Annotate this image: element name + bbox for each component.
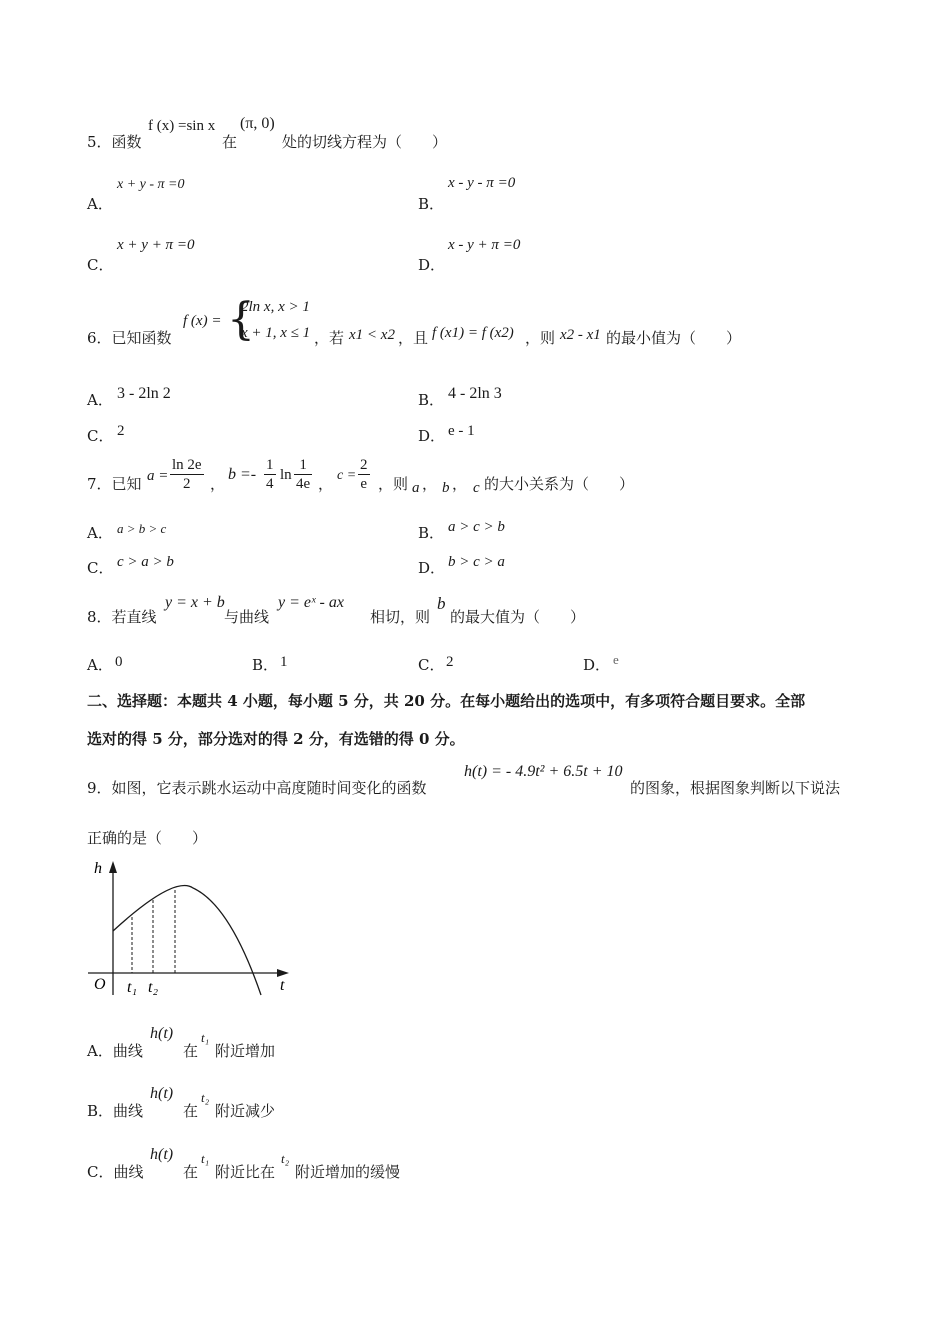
q6-option-d[interactable]: e - 1 xyxy=(448,423,475,439)
q7-a-numerator: ln 2e xyxy=(172,457,202,473)
q8-line: y = x + b xyxy=(165,594,225,611)
q5-option-d[interactable]: x - y + π =0 xyxy=(448,237,521,253)
q7-sep-2: ， xyxy=(318,475,334,493)
q7-b-ln: ln xyxy=(280,467,292,483)
q6-equation: f (x1) = f (x2) xyxy=(432,325,514,341)
q6-cond-2: ，且 xyxy=(398,329,429,347)
q7-b-numerator-2: 1 xyxy=(294,456,312,475)
q5-option-c-label: C． xyxy=(87,256,114,274)
q7-sep-3: ， xyxy=(422,475,438,493)
q8-mid: 与曲线 xyxy=(224,608,270,626)
q7-var-b: b xyxy=(442,480,450,496)
section-2-line-2: 选对的得 5 分，部分选对的得 2 分，有选错的得 0 分。 xyxy=(87,730,465,748)
q5-at: 在 xyxy=(222,133,238,151)
q9-option-a-tail[interactable]: 附近增加 xyxy=(215,1042,276,1060)
q5-option-d-label: D． xyxy=(418,256,446,274)
q7-option-a-label: A． xyxy=(87,524,113,542)
q8-option-a[interactable]: 0 xyxy=(115,654,123,670)
q7-a-denominator: 2 xyxy=(183,476,191,492)
q9-graph-x-arrow xyxy=(277,969,289,977)
q8-option-c[interactable]: 2 xyxy=(446,654,454,670)
q6-option-d-label: D． xyxy=(418,427,446,445)
q6-number: 6．已知函数 xyxy=(87,329,172,347)
q7-sep-1: ， xyxy=(210,475,226,493)
q7-number: 7．已知 xyxy=(87,475,142,493)
q9-option-b-func: h(t) xyxy=(150,1085,174,1102)
q8-option-c-label: C． xyxy=(418,656,445,674)
q9-option-c-label: C．曲线 xyxy=(87,1163,144,1181)
q9-option-a-at: 在 xyxy=(183,1042,199,1060)
q9-option-c-at: 在 xyxy=(183,1163,199,1181)
q7-c-lhs: c = xyxy=(337,468,357,483)
q9-stem-line-2: 正确的是（ ） xyxy=(87,829,208,847)
q9-function: h(t) = - 4.9t² + 6.5t + 10 xyxy=(464,763,623,780)
q9-option-b-at: 在 xyxy=(183,1102,199,1120)
q5-option-c[interactable]: x + y + π =0 xyxy=(117,237,195,253)
q8-option-d[interactable]: e xyxy=(613,652,619,667)
q7-option-c-label: C． xyxy=(87,559,114,577)
q9-option-b-tail[interactable]: 附近减少 xyxy=(215,1102,276,1120)
q9-graph-t1-label: t₁ xyxy=(127,979,138,996)
q7-sep-4: ， xyxy=(452,475,468,493)
q6-option-a-label: A． xyxy=(87,391,113,409)
q5-option-a[interactable]: x + y - π =0 xyxy=(117,177,185,192)
q8-option-a-label: A． xyxy=(87,656,113,674)
q7-b-lhs: b =- xyxy=(228,466,257,483)
q7-option-d[interactable]: b > c > a xyxy=(448,554,505,570)
q7-var-a: a xyxy=(412,480,420,496)
q6-option-c[interactable]: 2 xyxy=(117,423,125,439)
q7-a-lhs: a = xyxy=(147,468,169,484)
q9-graph-y-arrow xyxy=(109,861,117,873)
section-2-line-1: 二、选择题：本题共 4 小题，每小题 5 分，共 20 分。在每小题给出的选项中，有多项符合题目要求。全部 xyxy=(87,692,806,710)
q7-c-denominator: e xyxy=(360,476,368,492)
q6-option-c-label: C． xyxy=(87,427,114,445)
q6-option-a[interactable]: 3 - 2ln 2 xyxy=(117,385,171,402)
q8-number: 8．若直线 xyxy=(87,608,157,626)
q6-brace: { xyxy=(227,294,255,345)
q5-function: f (x) =sin x xyxy=(148,118,216,134)
q9-graph-y-label: h xyxy=(94,860,102,877)
q8-mid-2: 相切，则 xyxy=(370,608,431,626)
q7-c-fraction xyxy=(358,456,370,493)
q6-inequality: x1 < x2 xyxy=(349,327,395,343)
q9-option-c-func: h(t) xyxy=(150,1146,174,1163)
q7-b-fraction-1 xyxy=(264,456,276,493)
q6-stem-tail: 的最小值为（ ） xyxy=(606,329,742,347)
q8-option-d-label: D． xyxy=(583,656,611,674)
q7-b-numerator-1: 1 xyxy=(266,457,274,473)
q6-case-2: x + 1, x ≤ 1 xyxy=(241,325,311,341)
q9-option-a-t: t₁ xyxy=(201,1030,210,1045)
q8-option-b-label: B． xyxy=(252,656,279,674)
q8-b: b xyxy=(437,594,446,613)
q7-option-b[interactable]: a > c > b xyxy=(448,519,505,535)
q9-graph-origin: O xyxy=(94,976,106,993)
q9-option-a-func: h(t) xyxy=(150,1025,174,1042)
q5-option-b[interactable]: x - y - π =0 xyxy=(448,175,516,191)
q7-option-d-label: D． xyxy=(418,559,446,577)
q9-option-a-label: A．曲线 xyxy=(87,1042,143,1060)
q6-cond-3: ，则 xyxy=(525,329,556,347)
q7-b-fraction-2 xyxy=(294,456,312,493)
q7-then: ，则 xyxy=(378,475,409,493)
q9-option-b-label: B．曲线 xyxy=(87,1102,144,1120)
q6-option-b-label: B． xyxy=(418,391,445,409)
q7-a-fraction xyxy=(170,456,204,493)
q7-b-denominator-2: 4e xyxy=(296,476,311,492)
q6-case-1: 2ln x, x > 1 xyxy=(241,299,310,315)
q6-difference: x2 - x1 xyxy=(560,327,601,343)
q7-option-a[interactable]: a > b > c xyxy=(117,521,167,536)
q7-b-denominator-1: 4 xyxy=(266,476,274,492)
q6-function-lhs: f (x) = xyxy=(183,313,222,329)
q5-option-b-label: B． xyxy=(418,195,445,213)
q8-stem-tail: 的最大值为（ ） xyxy=(450,608,586,626)
q7-c-numerator: 2 xyxy=(360,457,368,473)
q5-number: 5．函数 xyxy=(87,133,142,151)
q6-option-b[interactable]: 4 - 2ln 3 xyxy=(448,385,502,402)
q5-stem-tail: 处的切线方程为（ ） xyxy=(282,133,448,151)
q7-option-c[interactable]: c > a > b xyxy=(117,554,174,570)
q5-option-a-label: A． xyxy=(87,195,113,213)
q9-graph-t2-label: t₂ xyxy=(148,979,159,996)
q7-option-b-label: B． xyxy=(418,524,445,542)
q9-option-c-mid[interactable]: 附近比在 xyxy=(215,1163,276,1181)
q9-graph xyxy=(80,855,300,1000)
q7-var-c: c xyxy=(473,480,480,496)
q9-option-b-t: t₂ xyxy=(201,1090,210,1105)
q5-point: (π, 0) xyxy=(240,115,275,132)
q9-option-c-t2: t₂ xyxy=(281,1151,290,1166)
q7-stem-tail: 的大小关系为（ ） xyxy=(484,475,635,493)
q9-graph-x-label: t xyxy=(280,977,285,994)
q9-option-c-tail[interactable]: 附近增加的缓慢 xyxy=(295,1163,401,1181)
q9-number: 9．如图，它表示跳水运动中高度随时间变化的函数 xyxy=(87,779,427,797)
q9-stem-tail: 的图象，根据图象判断以下说法 xyxy=(630,779,841,797)
q8-option-b[interactable]: 1 xyxy=(280,654,288,670)
q8-curve: y = eˣ - ax xyxy=(278,594,344,611)
q9-option-c-t1: t₁ xyxy=(201,1151,210,1166)
q6-cond-1: ，若 xyxy=(314,329,345,347)
